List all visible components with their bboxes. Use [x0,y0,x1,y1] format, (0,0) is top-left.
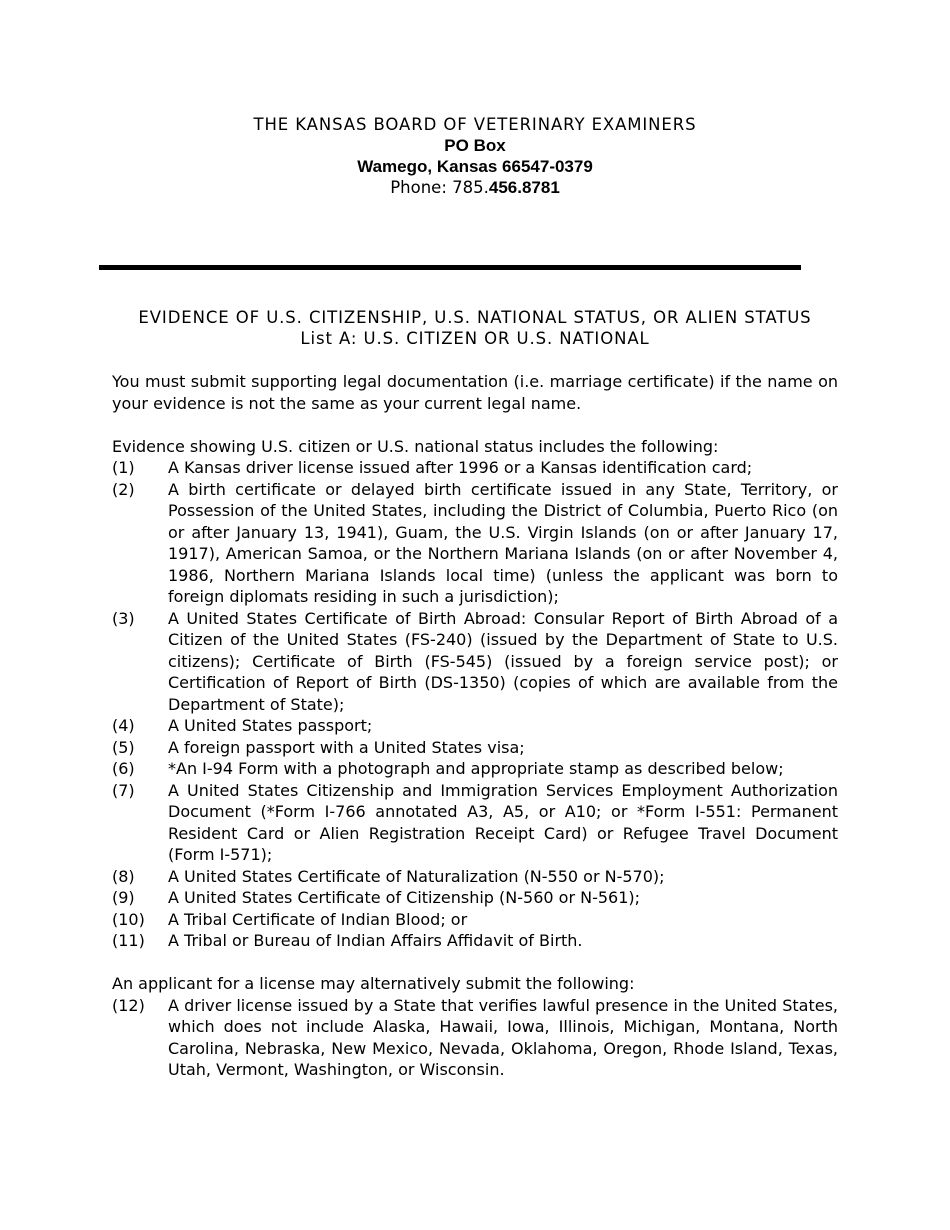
title-line-2: List A: U.S. CITIZEN OR U.S. NATIONAL [300,329,650,348]
item-text: A Tribal Certificate of Indian Blood; or [168,909,468,929]
header-divider [99,265,801,270]
list-item [112,479,838,608]
item-text: A United States Certificate of Naturalization (N-550 or N-570); [168,866,665,886]
document-body [112,371,838,1081]
intro-paragraph: You must submit supporting legal documentation (i.e. marriage certificate) if the name on your evidence is not the same as your current legal name. [112,372,838,413]
item-number: (8) [112,866,135,886]
list-item [112,758,838,780]
item-text: A United States Certificate of Birth Abroad: Consular Report of Birth Abroad of a Citizen of the United States (FS-240) (issued by the Department of State to U.S. citizens); Certificate of Birth (FS-545) (issued by a foreign service post); or Certification of Report of Birth (DS-1350) (copies of which are available from the Department of State); [168,608,838,714]
phone-line [0,177,950,198]
item-number: (9) [112,888,135,907]
spacer [112,414,838,436]
item-number: (3) [112,608,135,628]
list-intro: Evidence showing U.S. citizen or U.S. national status includes the following: [112,436,719,456]
alt-intro: An applicant for a license may alternatively submit the following: [112,974,635,993]
document-title [0,307,950,349]
item-text: *An I-94 Form with a photograph and appropriate stamp as described below; [168,759,784,778]
item-text: A United States passport; [168,716,373,735]
city-address: Wamego, Kansas 66547-0379 [357,157,593,176]
item-text: A Tribal or Bureau of Indian Affairs Affidavit of Birth. [168,931,583,950]
po-box: PO Box [444,136,506,155]
org-name: THE KANSAS BOARD OF VETERINARY EXAMINERS [253,115,697,134]
item-number: (1) [112,458,135,477]
title-line-1: EVIDENCE OF U.S. CITIZENSHIP, U.S. NATIONAL STATUS, OR ALIEN STATUS [138,308,812,327]
list-item [112,715,838,737]
list-item [112,608,838,716]
item-number: (4) [112,716,135,735]
phone-number: 456.8781 [488,178,560,197]
letterhead [0,114,950,198]
spacer [112,952,838,974]
list-item [112,887,838,909]
item-text: A driver license issued by a State that verifies lawful presence in the United States, which does not include Alaska, Hawaii, Iowa, Illinois, Michigan, Montana, North Carolina, Nebraska, New Mexico, Nevada, Oklahoma, Oregon, Rhode Island, Texas, Utah, Vermont, Washington, or Wisconsin. [168,995,838,1079]
list-item [112,930,838,952]
item-number: (6) [112,759,135,778]
item-number: (12) [112,995,145,1015]
list-item [112,995,838,1081]
alternative-evidence-list [112,995,838,1081]
evidence-list [112,457,838,952]
list-item [112,737,838,759]
item-number: (11) [112,931,145,950]
item-number: (5) [112,737,135,757]
item-number: (2) [112,479,135,499]
item-number: (10) [112,909,145,929]
item-number: (7) [112,780,135,800]
item-text: A Kansas driver license issued after 1996 or a Kansas identification card; [168,458,753,477]
list-item [112,909,838,931]
item-text: A United States Certificate of Citizenship (N-560 or N-561); [168,888,641,907]
list-item [112,457,838,479]
item-text: A birth certificate or delayed birth certificate issued in any State, Territory, or Possession of the United States, including the District of Columbia, Puerto Rico (on or after January 13, 1941), Guam, the U.S. Virgin Islands (on or after January 17, 1917), American Samoa, or the Northern Mariana Islands (on or after November 4, 1986, Northern Mariana Islands local time) (unless the applicant was born to foreign diplomats residing in such a jurisdiction); [168,479,838,606]
item-text: A foreign passport with a United States visa; [168,737,525,757]
list-item [112,780,838,866]
list-item [112,866,838,888]
item-text: A United States Citizenship and Immigration Services Employment Authorization Document (*Form I-766 annotated A3, A5, or A10; or *Form I-551: Permanent Resident Card or Alien Registration Receipt Card) or Refugee Travel Document (Form I-571); [168,780,838,864]
phone-label: Phone: 785. [390,178,489,197]
